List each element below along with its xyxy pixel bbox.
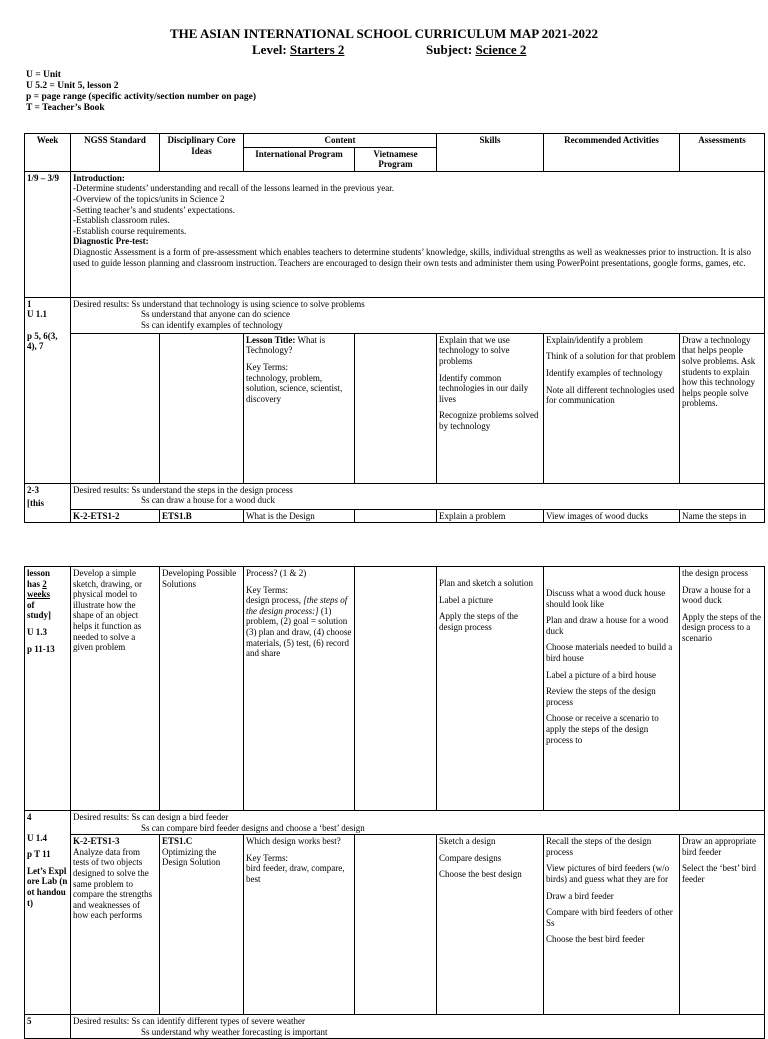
content-cont: Process? (1 & 2) (246, 568, 307, 578)
activity-item: Draw a bird feeder (546, 890, 614, 901)
week-note: 2 (42, 578, 47, 589)
week23-dci-code: ETS1.B (160, 509, 244, 523)
week23-content (244, 567, 355, 811)
week4-skills (437, 835, 544, 1015)
desired-line: Desired results: Ss can identify different types of severe weather (73, 1016, 306, 1027)
activity-item: Choose or receive a scenario to apply the steps of the design process to (546, 713, 659, 745)
dci-text: Optimizing the Design Solution (162, 846, 221, 868)
week23-dci: Developing Possible Solutions (160, 567, 244, 811)
legend-line: U = Unit (26, 70, 61, 80)
col-header-content: Content (244, 134, 437, 148)
key-terms-label: Key Terms: (246, 361, 288, 372)
curriculum-table-page-2 (24, 566, 765, 1039)
key-terms: technology, problem, solution, science, scientist, discovery (246, 372, 343, 404)
week23-skills-start: Explain a problem (437, 509, 544, 523)
diagnostic-text: Diagnostic Assessment is a form of pre-assessment which enables teachers to determine students’ knowledge, skills, individual strengths as well as weaknesses prior to instruction. It is also used to guide lesson planning and classroom instruction. Teachers are encouraged to design their own tests and administer them using PowerPoint presentations, google forms, games, etc. (73, 246, 751, 268)
desired-line: Ss can identify examples of technology (141, 319, 283, 330)
week4-pages: p T 11 (27, 849, 51, 860)
week23-assessments (680, 567, 765, 811)
intro-line: -Overview of the topics/units in Science 2 (73, 193, 225, 204)
assessment-item: Draw an appropriate bird feeder (682, 836, 756, 857)
activity-item: Review the steps of the design process (546, 686, 656, 707)
week4-ngss (71, 835, 160, 1015)
key-terms-italic: [the steps of the design process:] (246, 595, 348, 616)
week23-ngss-code: K-2-ETS1-2 (71, 509, 160, 523)
week1-pages: p 5, 6(3, 4), 7 (27, 330, 58, 352)
col-header-assessments: Assessments (680, 134, 765, 172)
intro-week: 1/9 – 3/9 (25, 171, 71, 297)
skill-item: Apply the steps of the design process (439, 611, 518, 632)
week4-week (25, 811, 71, 1015)
week1-assessment: Draw a technology that helps people solve problems. Ask students to explain how this technology helps people solve problems. (680, 333, 765, 483)
week23-pages: p 11-13 (27, 643, 55, 654)
week23-activities-start: View images of wood ducks (544, 509, 680, 523)
week23-content-start: What is the Design (244, 509, 355, 523)
activity-item: Note all different technologies used for communication (546, 384, 675, 406)
subject-value: Science 2 (475, 42, 527, 57)
week23-week (25, 483, 71, 523)
key-terms-b: (1) problem, (2) goal = solution (3) plan and draw, (4) choose materials, (5) test, (6) record and share (246, 605, 352, 659)
week4-dci (160, 835, 244, 1015)
week5-week: 5 (25, 1015, 71, 1039)
key-terms-a: design process, (246, 595, 301, 606)
week-note: has (27, 578, 41, 589)
key-terms-label: Key Terms: (246, 852, 288, 863)
col-header-skills: Skills (437, 134, 544, 172)
week23-activities (544, 567, 680, 811)
week1-number: 1 (27, 298, 32, 309)
intro-line: -Establish classroom rules. (73, 215, 170, 226)
key-terms (246, 595, 352, 659)
intro-line: -Setting teacher’s and students’ expectations. (73, 204, 235, 215)
lesson-title: What is Technology? (246, 334, 326, 356)
week4-number: 4 (27, 812, 32, 822)
week1-ngss (71, 333, 160, 483)
week-note: study] (27, 610, 52, 621)
subject-line (426, 42, 526, 58)
week-note: of (27, 599, 35, 610)
skill-item: Label a picture (439, 594, 493, 605)
assessment-item: Apply the steps of the design process to a scenario (682, 611, 761, 643)
week4-content (244, 835, 355, 1015)
activity-item: Plan and draw a house for a wood duck (546, 615, 669, 636)
activity-item: Recall the steps of the design process (546, 836, 652, 857)
lesson-title-label: Lesson Title: (246, 334, 296, 345)
col-header-viet: Vietnamese Program (355, 147, 437, 171)
assessment-item: Select the ‘best’ bird feeder (682, 863, 757, 884)
week23-ngss: Develop a simple sketch, drawing, or physical model to illustrate how the shape of an object helps it function as needed to solve a given problem (71, 567, 160, 811)
assessment-item: Draw a house for a wood duck (682, 584, 751, 606)
week23-desired (71, 483, 765, 509)
activity-item: Choose the best bird feeder (546, 934, 645, 945)
ngss-text: Analyze data from tests of two objects designed to solve the same problem to compare the strengths and weaknesses of how each performs (73, 846, 152, 921)
intro-line: -Determine students’ understanding and recall of the lessons learned in the previous year. (73, 183, 394, 194)
week23-viet (355, 509, 437, 523)
week1-dci (160, 333, 244, 483)
legend-line: p = page range (specific activity/section number on page) (26, 92, 257, 102)
intro-cell (71, 171, 765, 297)
key-terms: bird feeder, draw, compare, best (246, 863, 345, 884)
page-title: THE ASIAN INTERNATIONAL SCHOOL CURRICULUM MAP 2021-2022 (169, 26, 599, 41)
week23-skills (437, 567, 544, 811)
curriculum-table-page-1 (24, 133, 765, 523)
desired-line: Desired results: Ss can design a bird feeder (73, 812, 229, 822)
week4-desired (71, 811, 765, 835)
activity-item: Discuss what a wood duck house should look like (546, 588, 666, 609)
desired-line: Ss understand that anyone can do science (141, 309, 290, 320)
intro-heading: Introduction: (73, 172, 125, 183)
week1-desired (71, 297, 765, 333)
ngss-code: K-2-ETS1-3 (73, 836, 120, 847)
legend-line: T = Teacher’s Book (26, 103, 105, 113)
activity-item: Compare with bird feeders of other Ss (546, 907, 673, 928)
legend (26, 70, 256, 114)
week1-viet (355, 333, 437, 483)
week1-unit: U 1.1 (27, 309, 47, 320)
col-header-ngss: NGSS Standard (71, 134, 160, 172)
level-label: Level: (252, 42, 287, 57)
desired-line: Desired results: Ss understand that technology is using science to solve problems (73, 298, 365, 309)
activity-item: Label a picture of a bird house (546, 669, 656, 680)
col-header-week: Week (25, 134, 71, 172)
skill-item: Identify common technologies in our daily lives (439, 372, 529, 404)
activity-item: View pictures of bird feeders (w/o birds) and guess what they are for (546, 863, 670, 884)
week1-activities (544, 333, 680, 483)
intro-line: -Establish course requirements. (73, 225, 187, 236)
activity-item: Choose materials needed to build a bird house (546, 642, 673, 663)
week5-desired (71, 1015, 765, 1039)
week4-viet (355, 835, 437, 1015)
week4-activities (544, 835, 680, 1015)
dci-code: ETS1.C (162, 836, 193, 847)
week4-lab: Let’s Explore Lab (not handout) (27, 865, 68, 908)
col-header-intl: International Program (244, 147, 355, 171)
diagnostic-heading: Diagnostic Pre-test: (73, 236, 149, 247)
skill-item: Sketch a design (439, 836, 496, 847)
activity-item: Identify examples of technology (546, 367, 663, 378)
desired-line: Desired results: Ss understand the steps in the design process (73, 484, 293, 495)
week23-week-cont (25, 567, 71, 811)
activity-item: Think of a solution for that problem (546, 351, 676, 362)
week1-week (25, 297, 71, 483)
skill-item: Compare designs (439, 852, 502, 863)
level-line (252, 42, 344, 58)
week4-unit: U 1.4 (27, 832, 47, 843)
skill-item: Recognize problems solved by technology (439, 410, 539, 431)
week23-note-start: [this (27, 498, 45, 509)
level-value: Starters 2 (289, 42, 345, 57)
legend-line: U 5.2 = Unit 5, lesson 2 (26, 81, 119, 91)
assessment-item: the design process (682, 568, 748, 578)
skill-item: Explain that we use technology to solve problems (439, 334, 510, 366)
desired-line: Ss can compare bird feeder designs and choose a ‘best’ design (141, 822, 365, 833)
key-terms-label: Key Terms: (246, 584, 288, 595)
week23-assessment-start: Name the steps in (680, 509, 765, 523)
week-note: lesson (27, 568, 51, 578)
content-question: Which design works best? (246, 836, 341, 847)
week23-viet-cont (355, 567, 437, 811)
col-header-dci: Disciplinary Core Ideas (160, 134, 244, 172)
col-header-activities: Recommended Activities (544, 134, 680, 172)
week-note: weeks (27, 589, 50, 600)
week23-number: 2-3 (27, 484, 39, 495)
week4-assessments (680, 835, 765, 1015)
skill-item: Plan and sketch a solution (439, 578, 533, 588)
week1-content (244, 333, 355, 483)
desired-line: Ss can draw a house for a wood duck (141, 495, 275, 506)
desired-line: Ss understand why weather forecasting is important (141, 1026, 328, 1037)
subject-label: Subject: (426, 42, 473, 57)
week23-unit: U 1.3 (27, 626, 47, 637)
week1-skills (437, 333, 544, 483)
activity-item: Explain/identify a problem (546, 334, 643, 345)
skill-item: Choose the best design (439, 869, 522, 880)
